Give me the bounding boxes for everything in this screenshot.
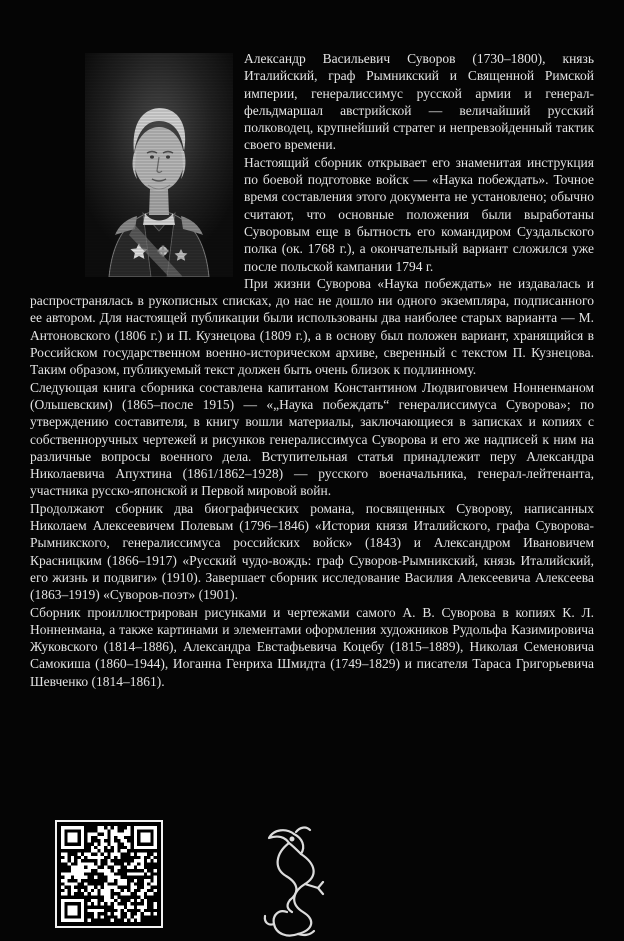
dragon-ornament-image <box>250 826 344 938</box>
paragraph-novels: Продолжают сборник два биографических романа, посвященных Суворову, написанных Николаем Алексеевичем Полевым (1796–1846) «История князя Италийского, графа Суворова-Рымникского, генералиссимуса российских войск» (1843) и Александром Ивановичем Красницким (1866–1917) «Русский чудо-вождь: граф Суворов-Рымникский, князь Италийский, его жизнь и подвиги» (1910). Завершает сборник исследование Василия Алексеевича Алексеева (1863–1919) «Суворов-поэт» (1901). <box>30 500 594 603</box>
paragraph-nauka-pobezhdat: Настоящий сборник открывает его знаменитая инструкция по боевой подготовке войск — «Наука побеждать». Точное время составления этого документа не установлено; обычно считают, что основные положения были выработаны Суворовым еще в бытность его командиром Суздальского полка (ок. 1768 г.), а окончательный вариант сложился уже после польской кампании 1794 г. <box>244 154 594 274</box>
paragraph-sources: При жизни Суворова «Наука побеждать» не издавалась и распространялась в рукописных списках, до нас не дошло ни одного экземпляра, подписанного ее автором. Для настоящей публикации были использованы два наиболее старых варианта — М. Антоновского (1806 г.) и П. Кузнецова (1809 г.), а в основу был положен вариант, хранящийся в Российском государственном военно-историческом архиве, сверенный с текстом П. Кузнецова. Таким образом, публикуемый текст должен быть очень близок к подлинному. <box>30 275 594 378</box>
suvorov-portrait <box>85 53 233 277</box>
portrait-engraving-image <box>85 53 233 277</box>
paragraph-nonnenman: Следующая книга сборника составлена капитаном Константином Людвиговичем Нонненманом (Ольшевским) (1865–после 1915) — «„Наука побеждать“ генералиссимуса Суворова»; по утверждению составителя, в книгу вошли материалы, заключающиеся в записках и копиях с собственноручных чертежей и рисунков генералиссимуса Суворова и его же надписей к ним на различные вопросы военного дела. Вступительная статья принадлежит перу Александра Николаевича Апухтина (1861/1862–1928) — русского военачальника, генерал-лейтенанта, участника русско-японской и Первой мировой войн. <box>30 379 594 499</box>
annotation-text <box>30 50 594 690</box>
paragraph-intro: Александр Васильевич Суворов (1730–1800), князь Италийский, граф Рымникский и Священной Римской империи, генералиссимус русской армии и генерал-фельдмаршал австрийской — величайший русский полководец, крупнейший стратег и непревзойденный тактик своего времени. <box>244 51 594 153</box>
paragraph-illustrations: Сборник проиллюстрирован рисунками и чертежами самого А. В. Суворова в копиях К. Л. Нонненмана, а также картинами и элементами оформления художников Рудольфа Казимировича Жуковского (1814–1886), Александра Евстафьевича Коцебу (1815–1889), Николая Семеновича Самокиша (1860–1944), Иоганна Генриха Шмидта (1749–1829) и писателя Тараса Григорьевича Шевченко (1814–1861). <box>30 604 594 689</box>
qr-code <box>55 820 163 928</box>
dragon-initial-ornament <box>250 826 344 938</box>
qr-code-image <box>61 826 157 922</box>
